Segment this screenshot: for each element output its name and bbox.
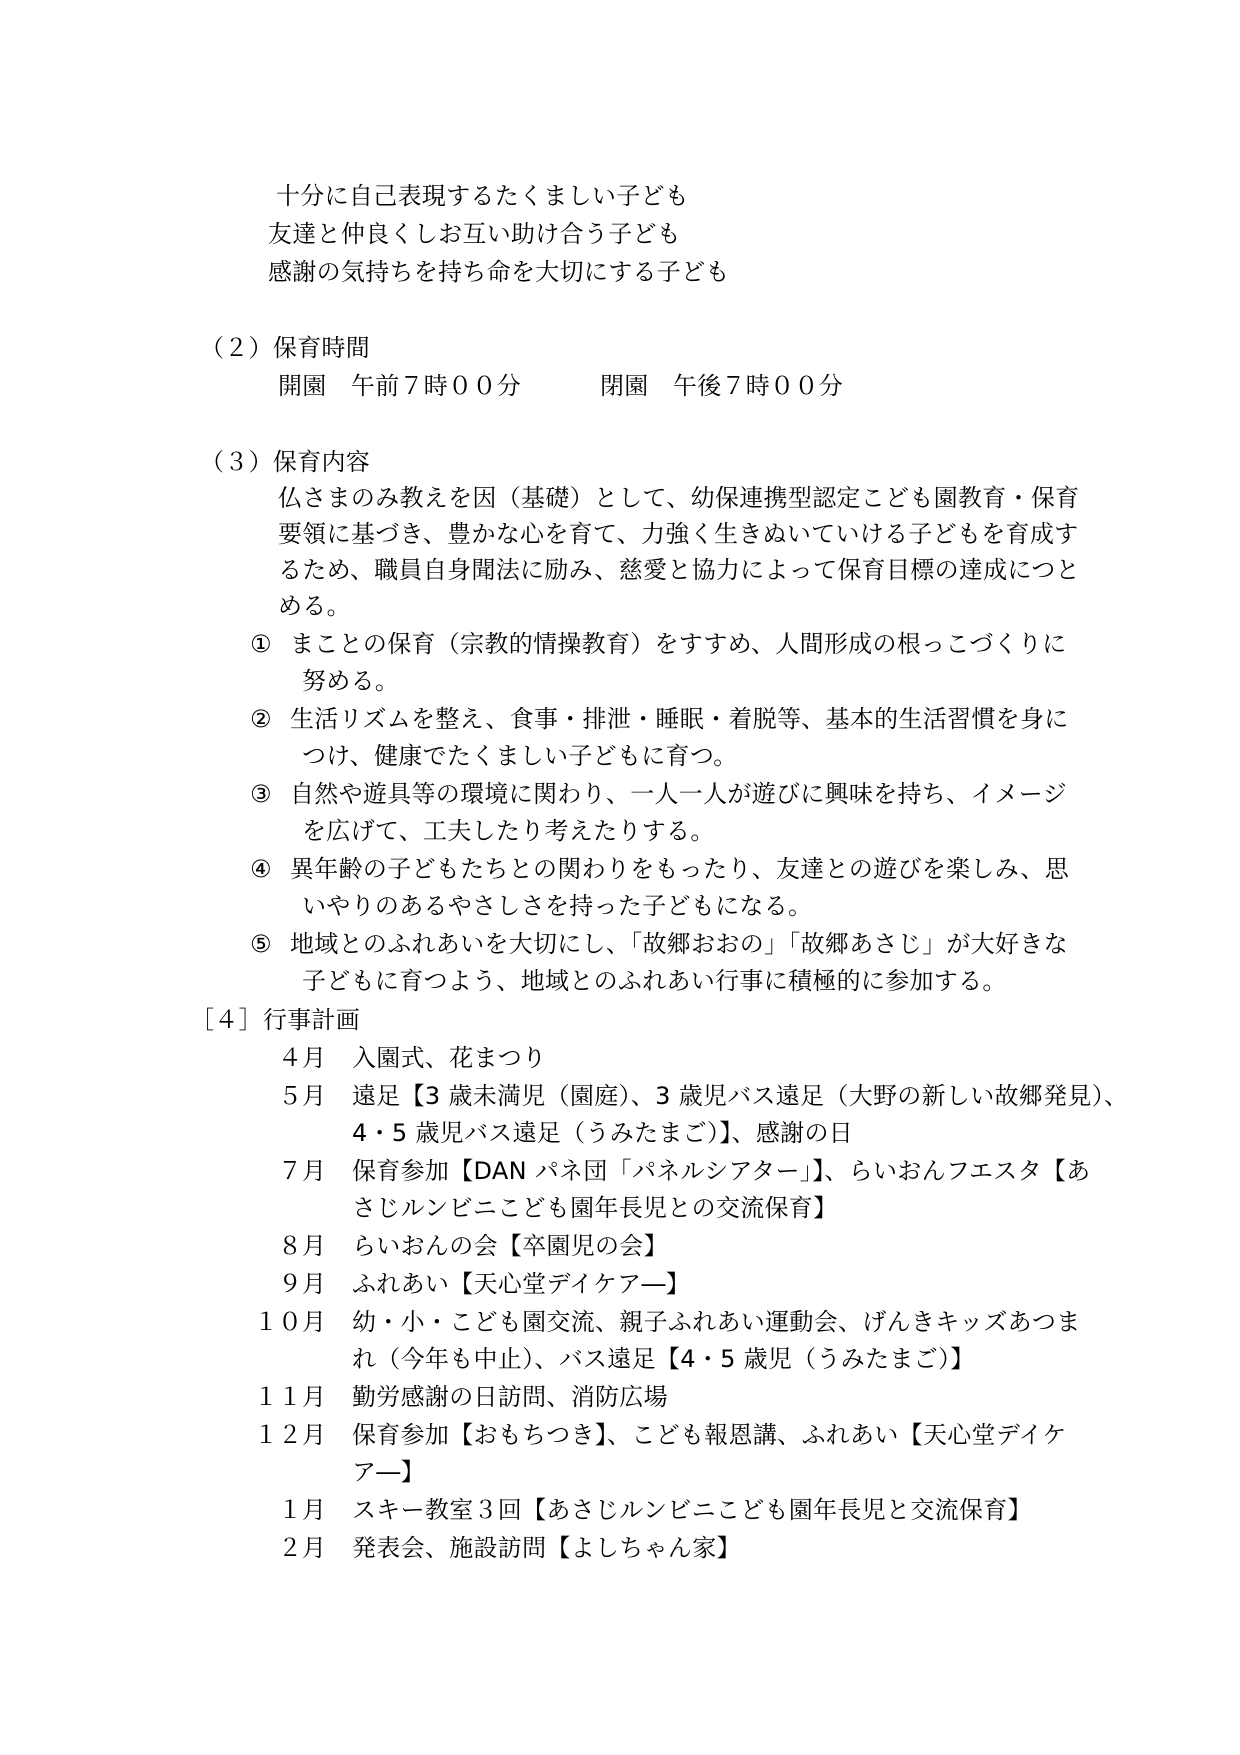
event-jul-line-2: さじルンビニこども園年長児との交流保育】 xyxy=(352,1194,838,1222)
event-nov-line-1: 勤労感謝の日訪問、消防広場 xyxy=(352,1383,668,1411)
goal-line-3: 感謝の気持ちを持ち命を大切にする子ども xyxy=(268,258,730,286)
item-1-line-1: まことの保育（宗教的情操教育）をすすめ、人間形成の根っこづくりに xyxy=(290,630,1067,658)
item-4-line-2: いやりのあるやさしさを持った子どもになる。 xyxy=(302,892,813,920)
event-oct-line-1: 幼・小・こども園交流、親子ふれあい運動会、げんきキッズあつま xyxy=(352,1308,1081,1336)
item-5-number: ⑤ xyxy=(250,930,272,958)
item-3-line-2: を広げて、工夫したり考えたりする。 xyxy=(302,817,715,845)
content-heading: （３）保育内容 xyxy=(200,448,371,476)
item-1-number: ① xyxy=(250,630,272,658)
item-2-line-1: 生活リズムを整え、食事・排泄・睡眠・着脱等、基本的生活習慣を身に xyxy=(290,705,1069,733)
item-5-line-1: 地域とのふれあいを大切にし、「故郷おおの」「故郷あさじ」が大好きな xyxy=(290,930,1068,958)
item-4-line-1: 異年齢の子どもたちとの関わりをもったり、友達との遊びを楽しみ、思 xyxy=(290,855,1070,883)
event-dec-line-1: 保育参加【おもちつき】、こども報恩講、ふれあい【天心堂デイケ xyxy=(352,1421,1067,1449)
item-2-line-2: つけ、健康でたくましい子どもに育つ。 xyxy=(302,742,738,770)
event-jan-line-1: スキー教室３回【あさじルンビニこども園年長児と交流保育】 xyxy=(352,1496,1032,1524)
event-oct-line-2: れ（今年も中止）、バス遠足【4・5 歳児（うみたまご）】 xyxy=(352,1345,975,1373)
content-intro-line-4: める。 xyxy=(278,592,351,620)
event-month-apr: ４月 xyxy=(278,1044,326,1072)
event-month-dec: １２月 xyxy=(254,1421,326,1449)
event-sep-line-1: ふれあい【天心堂デイケア―】 xyxy=(352,1270,691,1298)
item-4-number: ④ xyxy=(250,855,272,883)
item-1-line-2: 努める。 xyxy=(302,667,400,695)
event-month-jan: １月 xyxy=(278,1496,326,1524)
content-intro-line-3: るため、職員自身聞法に励み、慈愛と協力によって保育目標の達成につと xyxy=(278,556,1080,584)
event-aug-line-1: らいおんの会【卒園児の会】 xyxy=(352,1232,668,1260)
event-month-aug: ８月 xyxy=(278,1232,326,1260)
goal-line-2: 友達と仲良くしお互い助け合う子ども xyxy=(268,220,682,248)
item-5-line-2: 子どもに育つよう、地域とのふれあい行事に積極的に参加する。 xyxy=(302,967,1007,995)
event-month-feb: ２月 xyxy=(278,1534,326,1562)
goal-line-1: 十分に自己表現するたくましい子ども xyxy=(276,182,690,210)
hours-open: 開園 午前７時００分 xyxy=(278,372,521,400)
event-jul-line-1: 保育参加【DAN パネ団「パネルシアター」】、らいおんフエスタ【あ xyxy=(352,1157,1091,1185)
event-month-jul: ７月 xyxy=(278,1157,326,1185)
item-3-number: ③ xyxy=(250,780,272,808)
hours-heading: （２）保育時間 xyxy=(200,334,371,362)
event-may-line-2: 4・5 歳児バス遠足（うみたまご）】、感謝の日 xyxy=(352,1119,854,1147)
event-month-sep: ９月 xyxy=(278,1270,326,1298)
event-feb-line-1: 発表会、施設訪問【よしちゃん家】 xyxy=(352,1534,741,1562)
item-3-line-1: 自然や遊具等の環境に関わり、一人一人が遊びに興味を持ち、イメージ xyxy=(290,780,1067,808)
event-may-line-1: 遠足【3 歳未満児（園庭）、3 歳児バス遠足（大野の新しい故郷発見）、 xyxy=(352,1082,1129,1110)
event-month-may: ５月 xyxy=(278,1082,326,1110)
hours-close: 閉園 午後７時００分 xyxy=(600,372,843,400)
content-intro-line-2: 要領に基づき、豊かな心を育て、力強く生きぬいていける子どもを育成す xyxy=(278,520,1079,548)
event-apr-line-1: 入園式、花まつり xyxy=(352,1044,547,1072)
event-month-nov: １１月 xyxy=(254,1383,326,1411)
event-month-oct: １０月 xyxy=(254,1308,326,1336)
events-heading: ［４］行事計画 xyxy=(190,1006,361,1034)
item-2-number: ② xyxy=(250,705,272,733)
content-intro-line-1: 仏さまのみ教えを因（基礎）として、幼保連携型認定こども園教育・保育 xyxy=(278,484,1080,512)
event-dec-line-2: ア―】 xyxy=(352,1458,425,1486)
